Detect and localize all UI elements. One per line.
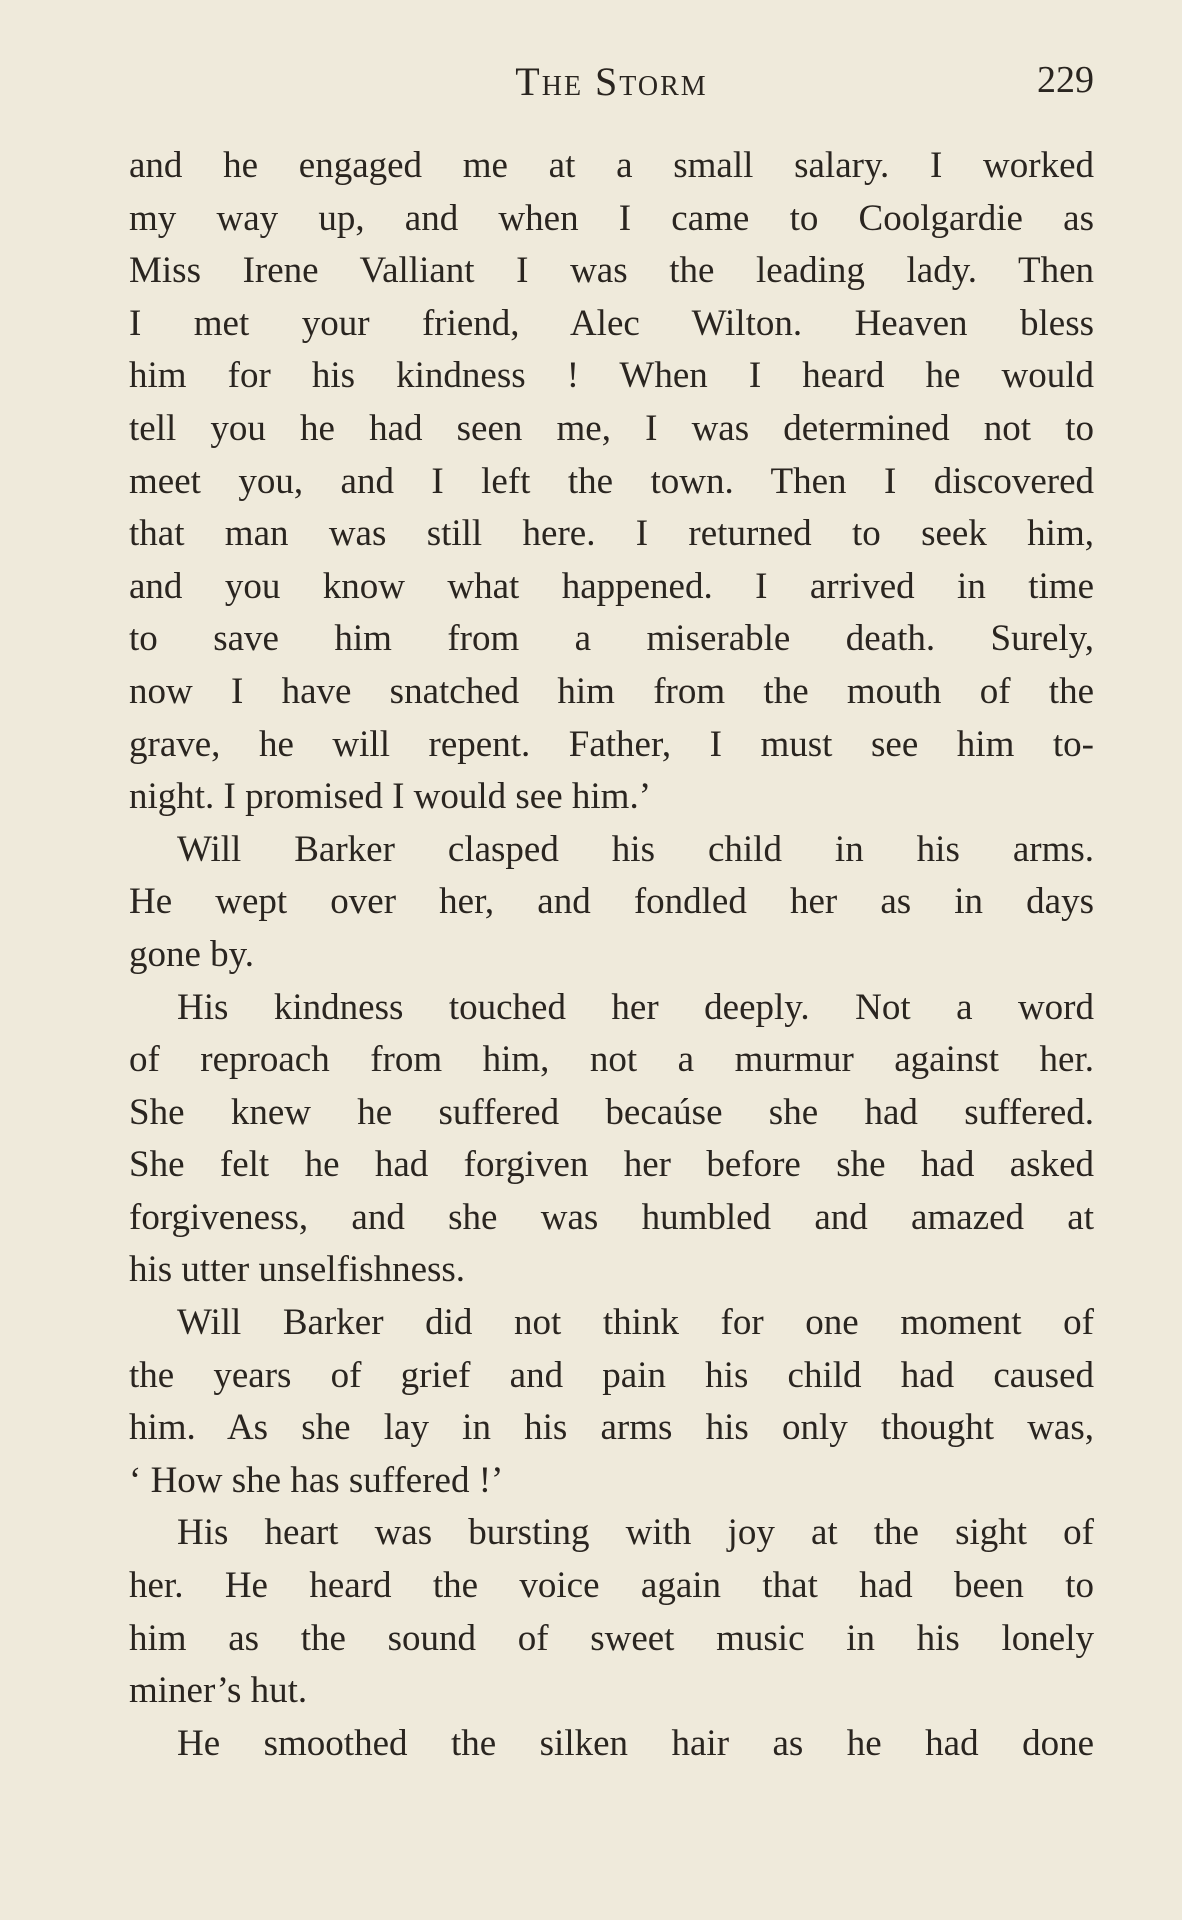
text-line: him. As she lay in his arms his only thought was, xyxy=(129,1407,1094,1449)
text-line: miner’s hut. xyxy=(129,1670,308,1712)
body-text xyxy=(129,140,1094,1770)
text-line: forgiveness, and she was humbled and amazed at xyxy=(129,1196,1094,1238)
text-line: grave, he will repent. Father, I must see him to- xyxy=(129,723,1094,765)
text-line: Will Barker did not think for one moment of xyxy=(177,1302,1094,1344)
text-line: He wept over her, and fondled her as in days xyxy=(129,881,1094,923)
page-number: 229 xyxy=(1037,59,1094,101)
text-line: She felt he had forgiven her before she had asked xyxy=(129,1144,1094,1186)
text-line: She knew he suffered becaúse she had suffered. xyxy=(129,1091,1094,1133)
text-line: His kindness touched her deeply. Not a word xyxy=(177,986,1094,1028)
text-line: and he engaged me at a small salary. I worked xyxy=(129,145,1094,186)
text-line: meet you, and I left the town. Then I discovered xyxy=(129,460,1094,502)
text-line: him as the sound of sweet music in his lonely xyxy=(129,1617,1094,1659)
text-line: Will Barker clasped his child in his arms. xyxy=(177,828,1094,870)
text-line: I met your friend, Alec Wilton. Heaven bless xyxy=(129,302,1094,344)
text-line: the years of grief and pain his child had caused xyxy=(129,1354,1094,1396)
text-line: He smoothed the silken hair as he had done xyxy=(177,1722,1094,1764)
running-title: The Storm xyxy=(515,59,708,104)
text-line: and you know what happened. I arrived in time xyxy=(129,565,1094,607)
text-line: ‘ How she has suffered !’ xyxy=(129,1459,504,1501)
text-line: him for his kindness ! When I heard he would xyxy=(129,355,1094,397)
text-line: gone by. xyxy=(129,933,255,975)
text-line: His heart was bursting with joy at the sight of xyxy=(177,1512,1094,1554)
text-line: his utter unselfishness. xyxy=(129,1249,466,1291)
text-line: that man was still here. I returned to seek him, xyxy=(129,513,1094,555)
text-line: tell you he had seen me, I was determined not to xyxy=(129,407,1094,449)
text-line: of reproach from him, not a murmur against her. xyxy=(129,1039,1094,1081)
text-line: her. He heard the voice again that had been to xyxy=(129,1565,1094,1607)
text-line: Miss Irene Valliant I was the leading lady. Then xyxy=(129,250,1094,292)
running-head xyxy=(129,58,1094,108)
text-line: to save him from a miserable death. Surely, xyxy=(129,618,1094,660)
text-line: now I have snatched him from the mouth of the xyxy=(129,670,1094,712)
text-line: my way up, and when I came to Coolgardie as xyxy=(129,197,1094,239)
text-line: night. I promised I would see him.’ xyxy=(129,776,652,818)
